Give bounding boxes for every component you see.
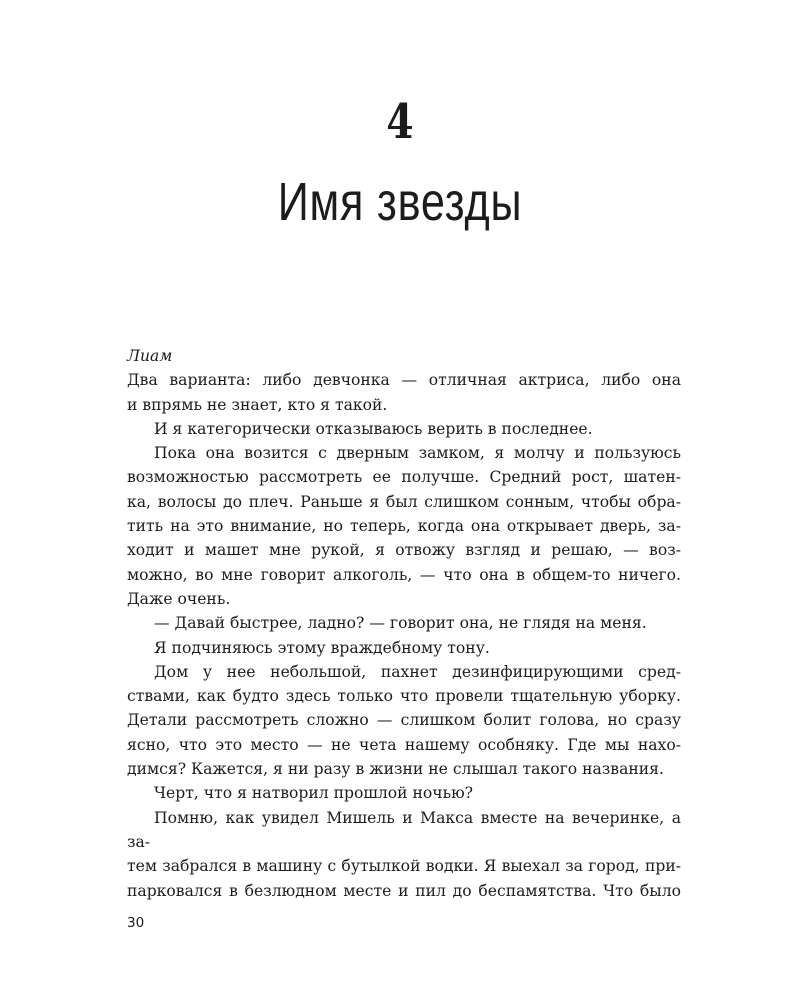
text-line: И я категорически отказываюсь верить в последнее. (154, 419, 593, 438)
text-line: Дом у нее небольшой, пахнет дезинфицирующими сред- (154, 662, 681, 681)
text-line: — Давай быстрее, ладно? — говорит она, не глядя на меня. (154, 614, 647, 633)
text-line: димся? Кажется, я ни разу в жизни не слышал такого названия. (127, 760, 664, 779)
text-line: Два варианта: либо девчонка — отличная актриса, либо она (127, 371, 681, 390)
chapter-body (127, 344, 681, 903)
text-line: ствами, как будто здесь только что провели тщательную уборку. (127, 687, 681, 706)
page-number: 30 (127, 915, 145, 931)
narrator-label: Лиам (127, 347, 173, 365)
text-line: Помню, как увидел Мишель и Макса вместе на вечеринке, а за- (127, 808, 681, 851)
text-line: Детали рассмотреть сложно — слишком болит голова, но сразу (127, 711, 681, 730)
chapter-title: Имя звезды (277, 172, 523, 232)
text-line: тить на это внимание, но теперь, когда она открывает дверь, за- (127, 517, 681, 536)
text-line: тем забрался в машину с бутылкой водки. Я выехал за город, при- (127, 857, 681, 876)
text-line: ходит и машет мне рукой, я отвожу взгляд и решаю, — воз- (127, 541, 681, 560)
text-line: можно, во мне говорит алкоголь, — что она в общем-то ничего. (127, 565, 681, 584)
text-line: возможностью рассмотреть ее получше. Средний рост, шатен- (127, 468, 681, 487)
text-line: ка, волосы до плеч. Раньше я был слишком сонным, чтобы обра- (127, 492, 681, 511)
text-line: ясно, что это место — не чета нашему особняку. Где мы нахо- (127, 735, 681, 754)
text-line: Черт, что я натворил прошлой ночью? (154, 784, 474, 803)
text-line: Даже очень. (127, 589, 231, 608)
text-line: и впрямь не знает, кто я такой. (127, 395, 388, 414)
text-line: Я подчиняюсь этому враждебному тону. (154, 638, 490, 657)
text-line: парковался в безлюдном месте и пил до беспамятства. Что было (127, 881, 681, 900)
chapter-number: 4 (386, 94, 414, 150)
text-line: Пока она возится с дверным замком, я молчу и пользуюсь (154, 444, 681, 463)
